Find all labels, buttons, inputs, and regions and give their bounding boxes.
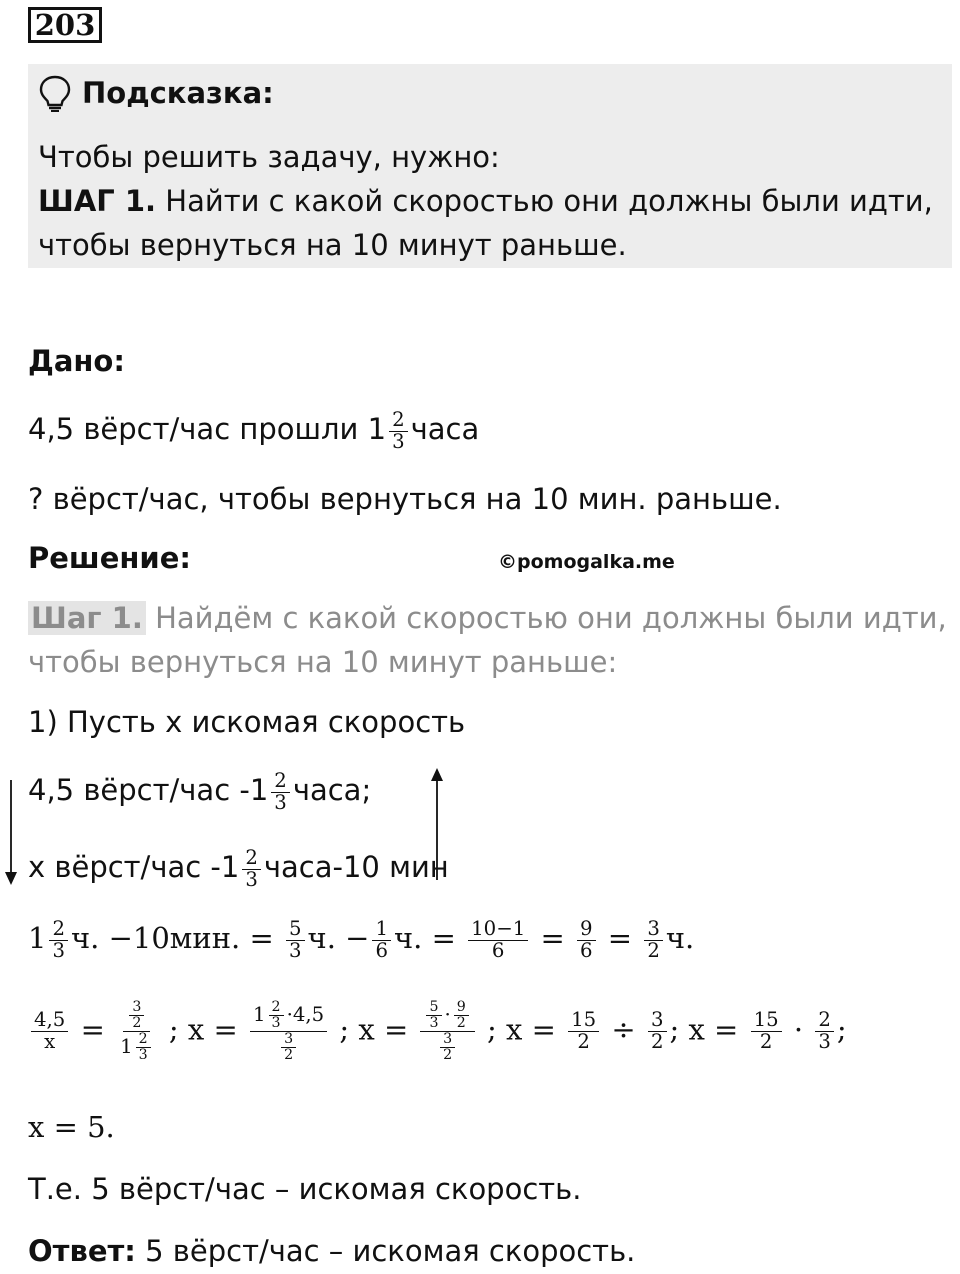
fraction-denominator: 2	[647, 938, 660, 962]
eq-text: ; x =	[669, 1012, 739, 1047]
equation-speed	[28, 1000, 847, 1063]
fraction	[242, 848, 261, 890]
fraction-denominator: 2	[577, 1029, 590, 1053]
fraction-numerator: 15	[568, 1010, 599, 1032]
fraction-denominator	[434, 1032, 461, 1063]
fraction-denominator: x	[44, 1029, 56, 1053]
fraction-numerator: 3	[281, 1032, 296, 1048]
conclusion: Т.е. 5 вёрст/час – искомая скорость.	[28, 1172, 582, 1206]
fraction-denominator: 3	[271, 1014, 281, 1031]
arrow-down-icon	[2, 778, 20, 892]
fraction-denominator: 3	[288, 938, 302, 962]
fraction	[271, 771, 290, 813]
fraction-denominator: 2	[650, 1029, 664, 1053]
fraction-numerator: 2	[389, 410, 408, 432]
fraction-numerator: 9	[454, 1000, 469, 1016]
fraction-numerator: 3	[129, 1000, 144, 1016]
speed-row-1	[28, 771, 371, 813]
complex-fraction	[117, 1000, 157, 1063]
solution-step	[28, 601, 947, 635]
fraction-numerator: 2	[136, 1032, 151, 1048]
fraction	[644, 919, 663, 961]
fraction-denominator: 6	[375, 938, 388, 962]
solution-step-text-cont: чтобы вернуться на 10 минут раньше:	[28, 645, 618, 679]
fraction	[286, 919, 305, 961]
fraction-numerator	[250, 1000, 327, 1032]
hint-step-text-cont: чтобы вернуться на 10 минут раньше.	[38, 228, 627, 262]
fraction	[281, 1032, 296, 1063]
fraction-denominator: 3	[52, 938, 65, 962]
fraction-denominator: 6	[580, 938, 593, 962]
fraction-denominator: 2	[132, 1014, 142, 1031]
eq-sign: =	[80, 1012, 105, 1047]
hint-intro: Чтобы решить задачу, нужно:	[38, 140, 500, 174]
fraction	[129, 1000, 144, 1031]
fraction-denominator: 3	[818, 1029, 831, 1053]
complex-fraction	[420, 1000, 474, 1063]
fraction-numerator: 10−1	[468, 919, 528, 941]
fraction	[426, 1000, 441, 1031]
eq-text: ч. −10мин. =	[71, 921, 274, 956]
fraction	[815, 1010, 834, 1052]
fraction-numerator: 15	[751, 1010, 782, 1032]
fraction	[372, 919, 391, 961]
given-line-1	[28, 410, 479, 452]
eq-whole: 1	[252, 1002, 266, 1026]
fraction-numerator: 5	[286, 919, 305, 941]
fraction-numerator: 3	[648, 1010, 667, 1032]
equation-time	[28, 919, 694, 961]
fraction-denominator: 3	[274, 790, 287, 814]
eq-sign: =	[607, 921, 633, 956]
eq-whole: 1	[120, 1034, 133, 1058]
eq-text: ч.	[665, 921, 695, 956]
fraction	[468, 919, 528, 961]
given-line-1-text: 4,5 вёрст/час прошли 1	[28, 412, 387, 447]
speed-row-2	[28, 848, 449, 890]
fraction-denominator: 2	[443, 1046, 453, 1063]
eq-text: ; x =	[487, 1012, 556, 1047]
speed-row-1-text: 4,5 вёрст/час -1	[28, 773, 269, 808]
hint-step-label: ШАГ 1.	[38, 184, 157, 218]
fraction	[568, 1010, 599, 1052]
eq-whole: 1	[28, 921, 47, 956]
answer	[28, 1234, 636, 1268]
speed-row-2-text: х вёрст/час -1	[28, 850, 240, 885]
fraction-denominator: 3	[245, 867, 258, 891]
fraction-numerator: 2	[49, 919, 68, 941]
fraction-denominator: 2	[456, 1014, 466, 1031]
hint-title: Подсказка:	[82, 76, 274, 110]
fraction-numerator: 2	[271, 771, 290, 793]
fraction	[751, 1010, 782, 1052]
fraction-numerator: 2	[242, 848, 261, 870]
fraction-numerator	[123, 1000, 150, 1032]
fraction-numerator: 3	[644, 919, 663, 941]
fraction-denominator	[117, 1032, 157, 1063]
eq-text: ч. =	[394, 921, 456, 956]
answer-text: 5 вёрст/час – искомая скорость.	[145, 1234, 636, 1268]
eq-sign: ·	[793, 1012, 804, 1047]
fraction-numerator: 9	[577, 919, 596, 941]
fraction	[454, 1000, 469, 1031]
fraction	[648, 1010, 667, 1052]
fraction	[31, 1010, 68, 1052]
eq-text: ; x =	[339, 1012, 409, 1047]
fraction	[49, 919, 68, 961]
solution-step-text: Найдём с какой скоростью они должны были идти,	[155, 601, 947, 635]
given-line-1-unit: часа	[410, 412, 480, 447]
given-title: Дано:	[28, 344, 125, 378]
eq-sign: ÷	[611, 1012, 636, 1047]
solution-step-label: Шаг 1.	[28, 601, 146, 635]
fraction-numerator: 1	[372, 919, 391, 941]
fraction	[136, 1032, 151, 1063]
complex-fraction	[250, 1000, 327, 1063]
eq-text: ч. −	[307, 921, 370, 956]
eq-text: ;	[836, 1012, 847, 1047]
fraction-numerator	[420, 1000, 474, 1032]
hint-step	[38, 184, 933, 218]
fraction-denominator: 6	[491, 938, 505, 962]
fraction-numerator: 2	[815, 1010, 834, 1032]
fraction-denominator: 2	[284, 1046, 294, 1063]
watermark: ©pomogalka.me	[498, 551, 675, 573]
speed-row-1-unit: часа;	[292, 773, 372, 808]
fraction	[269, 1000, 284, 1031]
fraction-denominator: 3	[138, 1046, 148, 1063]
result: x = 5.	[28, 1110, 115, 1144]
fraction	[440, 1032, 455, 1063]
fraction-numerator: 3	[440, 1032, 455, 1048]
fraction	[577, 919, 596, 961]
answer-label: Ответ:	[28, 1234, 136, 1268]
solution-title: Решение:	[28, 541, 192, 575]
fraction-denominator: 2	[759, 1029, 773, 1053]
eq-sign: =	[540, 921, 565, 956]
fraction-denominator: 3	[392, 429, 405, 453]
fraction	[389, 410, 408, 452]
hint-step-text: Найти с какой скоростью они должны были идти,	[165, 184, 933, 218]
speed-row-2-unit: часа-10 мин	[263, 850, 449, 885]
fraction-denominator: 3	[429, 1014, 439, 1031]
given-line-2: ? вёрст/час, чтобы вернуться на 10 мин. раньше.	[28, 482, 782, 516]
eq-text: ·4,5	[286, 1002, 325, 1026]
task-number: 203	[28, 7, 102, 43]
fraction-numerator: 2	[269, 1000, 284, 1016]
lightbulb-icon	[38, 74, 72, 116]
fraction-denominator	[275, 1032, 302, 1063]
item-1: 1) Пусть х искомая скорость	[28, 705, 466, 739]
eq-text: ; x =	[168, 1012, 238, 1047]
fraction-numerator: 4,5	[31, 1010, 68, 1032]
fraction-numerator: 5	[426, 1000, 441, 1016]
eq-text: ·	[444, 1002, 451, 1026]
